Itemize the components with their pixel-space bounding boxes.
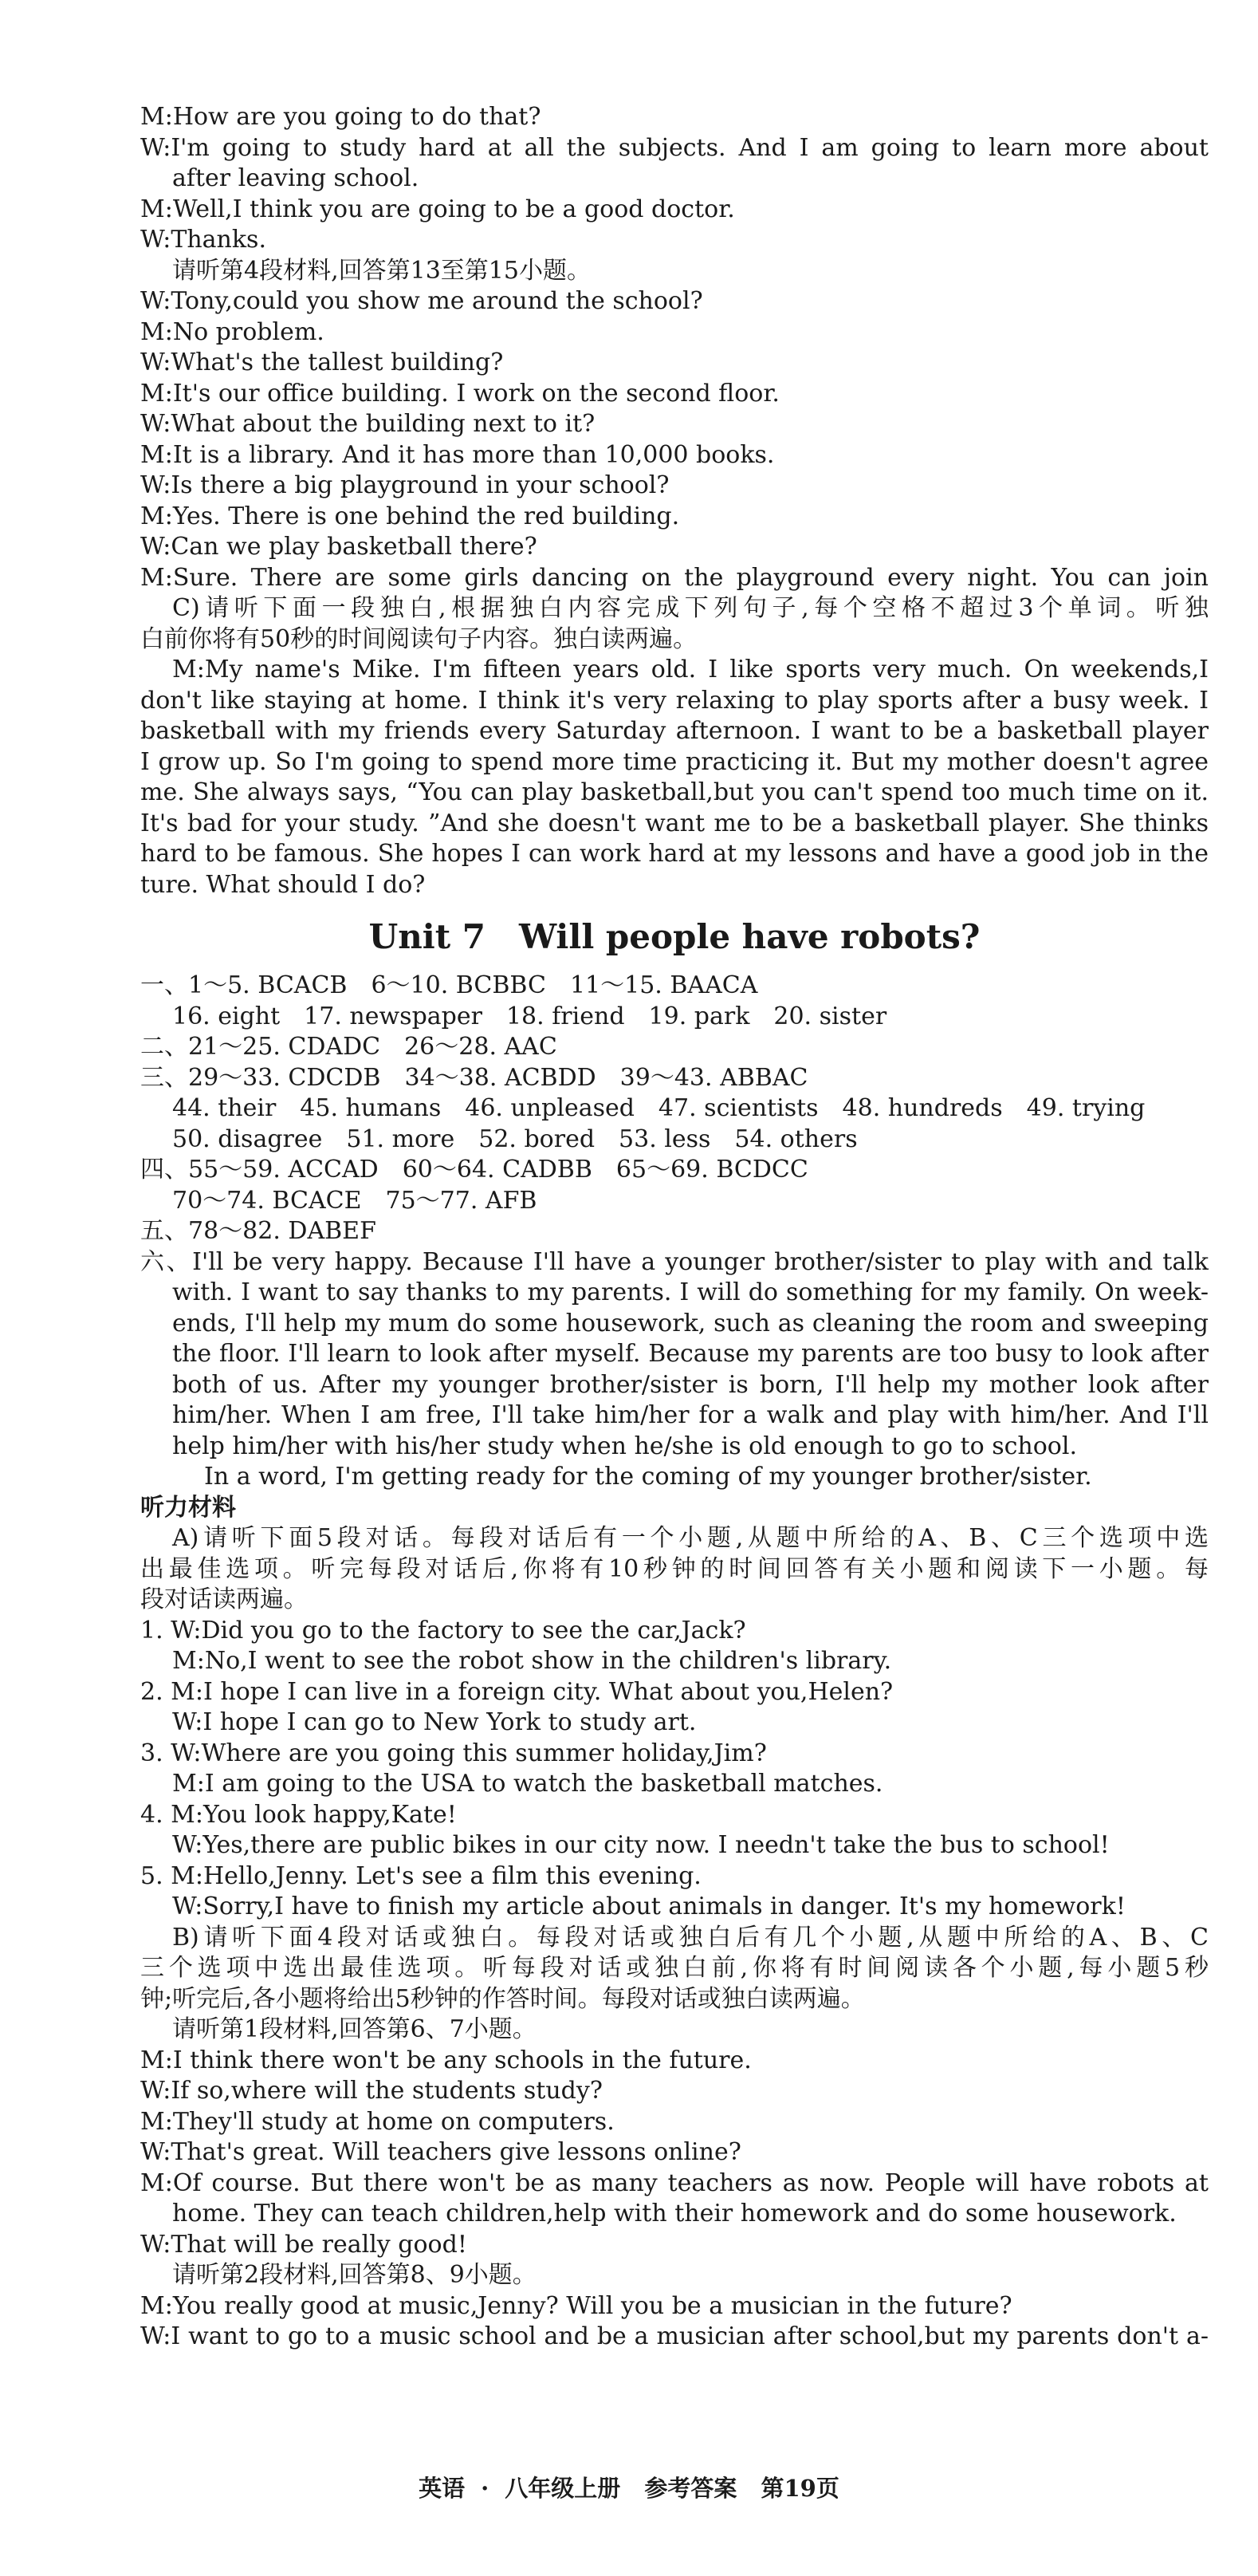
text-line: W:I want to go to a music school and be a musician after school,but my parents don't a- bbox=[140, 2322, 1209, 2350]
text-line: ends, I'll help my mum do some housework, such as cleaning the room and sweeping bbox=[172, 1309, 1209, 1337]
text-line: M:No problem. bbox=[140, 317, 324, 346]
text-line: basketball with my friends every Saturday afternoon. I want to be a basketball player bbox=[140, 717, 1209, 745]
footer-answers: 参考答案 bbox=[644, 2475, 737, 2502]
text-line: 出最佳选项。听完每段对话后,你将有10秒钟的时间回答有关小题和阅读下一小题。每 bbox=[140, 1554, 1209, 1583]
text-line: W:What's the tallest building? bbox=[140, 349, 504, 376]
text-line: 六、I'll be very happy. Because I'll have a younger brother/sister to play with and talk bbox=[140, 1247, 1209, 1276]
text-line: M:My name's Mike. I'm fifteen years old. I like sports very much. On weekends,I bbox=[172, 656, 1209, 683]
text-line: W:I hope I can go to New York to study art. bbox=[172, 1708, 697, 1736]
text-line: M:It's our office building. I work on the second floor. bbox=[140, 379, 780, 408]
text-line: B)请听下面4段对话或独白。每段对话或独白后有几个小题,从题中所给的A、B、C bbox=[172, 1923, 1209, 1952]
unit-title: Unit 7 Will people have robots? bbox=[368, 917, 981, 956]
text-line: In a word, I'm getting ready for the coming of my younger brother/sister. bbox=[204, 1463, 1092, 1491]
text-line: M:Yes. There is one behind the red building. bbox=[140, 502, 680, 530]
text-line: C)请听下面一段独白,根据独白内容完成下列句子,每个空格不超过3个单词。听独 bbox=[172, 594, 1209, 622]
text-line: 钟;听完后,各小题将给出5秒钟的作答时间。每段对话或独白读两遍。 bbox=[140, 1984, 865, 2013]
text-line: both of us. After my younger brother/sister is born, I'll help my mother look after bbox=[172, 1370, 1209, 1399]
text-line: me. She always says, “You can play basketball,but you can't spend too much time on it. bbox=[140, 778, 1209, 806]
page-footer bbox=[0, 2471, 1258, 2503]
footer-grade: 八年级上册 bbox=[505, 2475, 621, 2502]
listening-heading: 听力材料 bbox=[140, 1493, 236, 1522]
text-line: the floor. I'll learn to look after myself. Because my parents are too busy to look after bbox=[172, 1340, 1209, 1368]
listening-script-top bbox=[140, 102, 1209, 900]
text-line: W:Can we play basketball there? bbox=[140, 533, 537, 561]
text-line: 五、78～82. DABEF bbox=[140, 1217, 376, 1245]
text-line: 1. W:Did you go to the factory to see the car,Jack? bbox=[140, 1616, 746, 1644]
text-line: 二、21～25. CDADC 26～28. AAC bbox=[140, 1033, 557, 1061]
text-line: 3. W:Where are you going this summer holiday,Jim? bbox=[140, 1739, 767, 1767]
text-line: him/her. When I am free, I'll take him/her for a walk and play with him/her. And I'll bbox=[172, 1401, 1209, 1429]
text-line: help him/her with his/her study when he/she is old enough to go to school. bbox=[172, 1432, 1077, 1460]
text-line: W:Yes,there are public bikes in our city now. I needn't take the bus to school! bbox=[172, 1831, 1110, 1859]
text-line: with. I want to say thanks to my parents. I will do something for my family. On week- bbox=[172, 1278, 1209, 1306]
answer-key bbox=[140, 971, 1209, 1493]
text-line: I grow up. So I'm going to spend more time practicing it. But my mother doesn't agree bbox=[140, 747, 1209, 776]
text-line: W:That's great. Will teachers give lessons online? bbox=[140, 2138, 741, 2166]
listening-script bbox=[140, 1523, 1209, 2353]
text-line: 段对话读两遍。 bbox=[140, 1585, 308, 1613]
text-line: It's bad for your study. ”And she doesn't want me to be a basketball player. She thinks bbox=[140, 809, 1209, 837]
text-line: M:Well,I think you are going to be a good doctor. bbox=[140, 195, 735, 223]
text-line: 2. M:I hope I can live in a foreign city. What about you,Helen? bbox=[140, 1677, 894, 1706]
text-line: M:No,I went to see the robot show in the children's library. bbox=[172, 1647, 892, 1675]
text-line: ture. What should I do? bbox=[140, 870, 426, 899]
text-line: W:What about the building next to it? bbox=[140, 410, 596, 438]
text-line: M:They'll study at home on computers. bbox=[140, 2107, 615, 2136]
text-line: W:Sorry,I have to finish my article about animals in danger. It's my homework! bbox=[172, 1893, 1126, 1920]
text-line: W:Tony,could you show me around the school? bbox=[140, 287, 703, 315]
text-line: W:I'm going to study hard at all the subjects. And I am going to learn more about bbox=[140, 133, 1209, 162]
text-line: M:I think there won't be any schools in the future. bbox=[140, 2046, 752, 2074]
text-line: A)请听下面5段对话。每段对话后有一个小题,从题中所给的A、B、C三个选项中选 bbox=[172, 1524, 1209, 1552]
text-line: 三个选项中选出最佳选项。听每段对话或独白前,你将有时间阅读各个小题,每小题5秒 bbox=[140, 1954, 1209, 1982]
text-line: 请听第2段材料,回答第8、9小题。 bbox=[172, 2261, 537, 2289]
text-line: 16. eight 17. newspaper 18. friend 19. park 20. sister bbox=[172, 1002, 887, 1030]
footer-subject: 英语 bbox=[419, 2475, 466, 2502]
text-line: M:Of course. But there won't be as many teachers as now. People will have robots at bbox=[140, 2168, 1209, 2197]
text-line: 一、1～5. BCACB 6～10. BCBBC 11～15. BAACA bbox=[140, 971, 758, 999]
text-line: M:Sure. There are some girls dancing on the playground every night. You can join bbox=[140, 563, 1209, 592]
text-line: 白前你将有50秒的时间阅读句子内容。独白读两遍。 bbox=[140, 624, 698, 653]
text-line: home. They can teach children,help with their homework and do some housework. bbox=[172, 2200, 1177, 2227]
text-line: M:You really good at music,Jenny? Will you be a musician in the future? bbox=[140, 2291, 1012, 2320]
text-line: don't like staying at home. I think it's very relaxing to play sports after a busy week. I bbox=[140, 686, 1209, 715]
text-line: W:That will be really good! bbox=[140, 2230, 467, 2259]
text-line: M:How are you going to do that? bbox=[140, 103, 541, 131]
text-line: W:Thanks. bbox=[140, 226, 266, 254]
text-line: 44. their 45. humans 46. unpleased 47. scientists 48. hundreds 49. trying bbox=[172, 1094, 1146, 1122]
text-block bbox=[140, 102, 1209, 2353]
text-line: 请听第1段材料,回答第6、7小题。 bbox=[172, 2015, 537, 2043]
text-line: 70～74. BCACE 75～77. AFB bbox=[172, 1186, 537, 1215]
text-line: 4. M:You look happy,Kate! bbox=[140, 1800, 457, 1829]
text-line: hard to be famous. She hopes I can work hard at my lessons and have a good job in the bbox=[140, 840, 1209, 868]
text-line: 请听第4段材料,回答第13至第15小题。 bbox=[172, 256, 591, 285]
page-number: 第19页 bbox=[761, 2475, 839, 2502]
text-line: 三、29～33. CDCDB 34～38. ACBDD 39～43. ABBAC bbox=[140, 1063, 808, 1092]
text-line: 四、55～59. ACCAD 60～64. CADBB 65～69. BCDCC bbox=[140, 1156, 808, 1184]
text-line: after leaving school. bbox=[172, 164, 419, 192]
text-line: M:It is a library. And it has more than 10,000 books. bbox=[140, 440, 775, 469]
text-line: M:I am going to the USA to watch the basketball matches. bbox=[172, 1770, 883, 1798]
text-line: W:Is there a big playground in your school? bbox=[140, 471, 670, 499]
text-line: W:If so,where will the students study? bbox=[140, 2077, 603, 2105]
text-line: 5. M:Hello,Jenny. Let's see a film this evening. bbox=[140, 1861, 702, 1890]
text-line: 50. disagree 51. more 52. bored 53. less 54. others bbox=[172, 1125, 858, 1153]
footer-dot: · bbox=[481, 2475, 489, 2502]
